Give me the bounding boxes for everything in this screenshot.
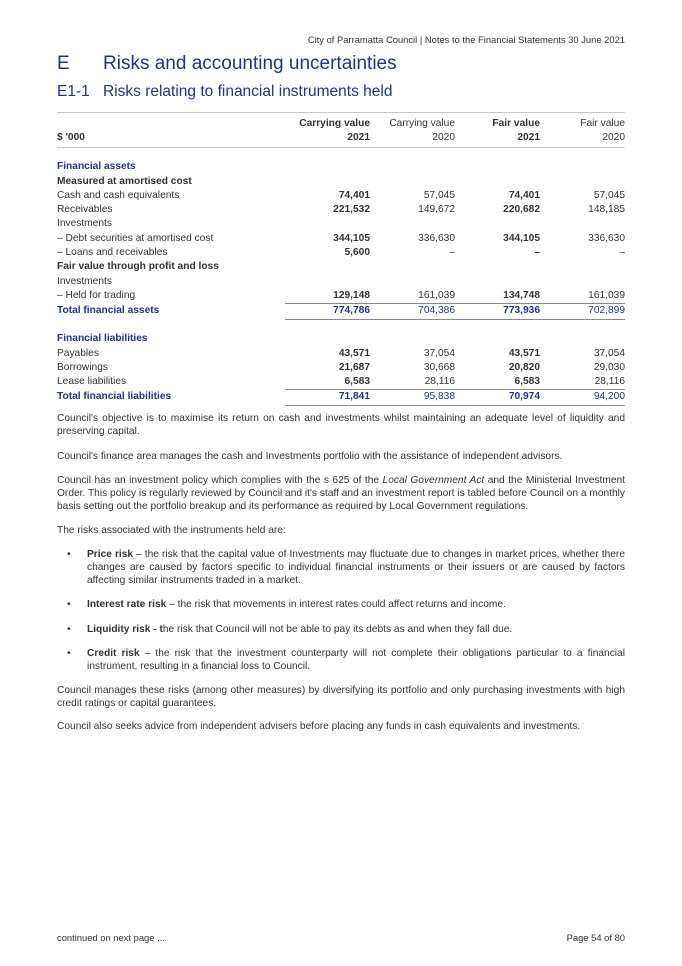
row-value: 5,600 xyxy=(344,247,370,259)
row-label: Payables xyxy=(57,347,99,359)
table-row xyxy=(57,361,625,375)
bullet-glyph: • xyxy=(67,648,71,659)
row-value: 6,583 xyxy=(514,376,540,388)
row-label: – Loans and receivables xyxy=(57,247,168,259)
row-label: Receivables xyxy=(57,204,113,216)
bullet-interest-rate-risk: • Interest rate risk – the risk that movements in interest rates could affect returns and income. xyxy=(67,599,506,610)
paragraph-finance-area: Council's finance area manages the cash and Investments portfolio with the assistance of independent advisors. xyxy=(57,451,563,462)
subsection-number: E1-1 xyxy=(57,83,90,100)
row-value: 37,054 xyxy=(593,347,625,359)
row-value: 161,039 xyxy=(418,289,455,301)
total-assets-value: 704,386 xyxy=(370,304,455,319)
paragraph-investment-policy: Council has an investment policy which complies with the s 625 of the Local Government Act and the Ministerial Investment Order. This policy is regularly reviewed by Council and it's staff and an investment report is tabled before Council on a monthly basis setting out the portfolio breakup and its performance as required by Local Government regulations. xyxy=(57,475,626,513)
row-value xyxy=(540,217,625,231)
row-value: 57,045 xyxy=(423,189,455,201)
paragraph-risk-management: Council manages these risks (among other measures) by diversifying its portfolio and only purchasing investments with high credit ratings or capital guarantees. xyxy=(57,685,625,710)
row-value: 149,672 xyxy=(418,204,455,216)
total-liabilities-value: 95,838 xyxy=(370,390,455,405)
row-label: – Debt securities at amortised cost xyxy=(57,232,214,244)
amortised-cost-heading: Measured at amortised cost xyxy=(57,175,192,187)
paragraph-independent-advice: Council also seeks advice from independent advisers before placing any funds in cash equivalents and investments. xyxy=(57,721,581,732)
row-value xyxy=(370,275,455,289)
table-row xyxy=(57,232,625,246)
row-value xyxy=(370,217,455,231)
row-value: 6,583 xyxy=(344,376,370,388)
bullet-glyph: • xyxy=(67,549,71,560)
row-value: 30,668 xyxy=(423,361,455,373)
bullet-glyph: • xyxy=(67,624,71,635)
row-value: 336,630 xyxy=(588,232,625,244)
row-value: 21,687 xyxy=(338,361,370,373)
row-value: 20,820 xyxy=(508,361,540,373)
table-row xyxy=(57,203,625,217)
row-value: 220,682 xyxy=(503,204,540,216)
row-value xyxy=(455,217,540,231)
col-header-carrying-2021-line1: Carrying value xyxy=(285,113,370,131)
financial-assets-heading: Financial assets xyxy=(57,160,136,172)
row-label: Cash and cash equivalents xyxy=(57,189,180,201)
row-value xyxy=(540,275,625,289)
table-row xyxy=(57,246,625,260)
liabilities-rows xyxy=(57,347,625,390)
col-header-carrying-2020-line1: Carrying value xyxy=(370,113,455,131)
table-row xyxy=(57,347,625,361)
row-value: 28,116 xyxy=(424,376,455,388)
row-label: Investments xyxy=(57,275,112,287)
row-value xyxy=(285,275,370,289)
row-label: Lease liabilities xyxy=(57,376,127,388)
bullet-liquidity-risk: • Liquidity risk - the risk that Council will not be able to pay its debts as and when they fall due. xyxy=(67,624,513,635)
row-value xyxy=(455,275,540,289)
row-value: 74,401 xyxy=(508,189,540,201)
row-value: 148,185 xyxy=(588,204,625,216)
paragraph-objective: Council's objective is to maximise its return on cash and investments whilst maintaining an adequate level of liquidity and preserving capital. xyxy=(57,413,625,438)
row-value: – xyxy=(619,247,625,259)
table-row xyxy=(57,275,625,289)
row-value: 221,532 xyxy=(333,204,370,216)
total-assets-value: 702,899 xyxy=(540,304,625,319)
row-value: 57,045 xyxy=(593,189,625,201)
row-value: 336,630 xyxy=(418,232,455,244)
total-assets-label: Total financial assets xyxy=(57,305,160,317)
row-value: 37,054 xyxy=(423,347,455,359)
total-liabilities-value: 94,200 xyxy=(540,390,625,405)
row-label: Borrowings xyxy=(57,361,108,373)
row-value: – xyxy=(534,247,540,259)
row-value: 129,148 xyxy=(333,289,370,301)
footer-continued: continued on next page ... xyxy=(57,932,165,943)
col-header-carrying-2020-line2: 2020 xyxy=(370,130,455,147)
financial-instruments-table xyxy=(57,112,625,406)
total-financial-assets-row xyxy=(57,304,625,319)
row-value xyxy=(285,217,370,231)
total-liabilities-value: 71,841 xyxy=(285,390,370,405)
section-letter: E xyxy=(57,53,70,74)
col-header-carrying-2021-line2: 2021 xyxy=(285,130,370,147)
row-value: 74,401 xyxy=(338,189,370,201)
footer-page-number: Page 54 of 80 xyxy=(566,932,625,943)
row-value: 134,748 xyxy=(503,289,540,301)
table-row xyxy=(57,375,625,390)
fvtpl-heading: Fair value through profit and loss xyxy=(57,261,219,273)
table-row xyxy=(57,217,625,231)
row-value: 28,116 xyxy=(594,376,625,388)
total-liabilities-value: 70,974 xyxy=(455,390,540,405)
col-header-fair-2020-line1: Fair value xyxy=(540,113,625,131)
col-header-fair-2020-line2: 2020 xyxy=(540,130,625,147)
total-assets-value: 774,786 xyxy=(285,304,370,319)
row-value: 29,030 xyxy=(593,361,625,373)
row-value: – xyxy=(449,247,455,259)
table-body xyxy=(57,147,625,189)
row-value: 161,039 xyxy=(588,289,625,301)
row-label: Investments xyxy=(57,218,112,230)
subsection-heading xyxy=(57,82,392,102)
table-row xyxy=(57,289,625,304)
row-value: 43,571 xyxy=(508,347,540,359)
unit-label: $ '000 xyxy=(57,130,285,147)
total-liabilities-label: Total financial liabilities xyxy=(57,391,172,403)
bullet-price-risk: • Price risk – the risk that the capital value of Investments may fluctuate due to changes in market prices, whether there changes are caused by factors specific to individual financial instruments or their issuers or are caused by factors affecting similar instruments traded in a market. xyxy=(67,549,625,587)
running-header: City of Parramatta Council | Notes to the Financial Statements 30 June 2021 xyxy=(307,34,625,45)
row-label: – Held for trading xyxy=(57,290,136,302)
bullet-credit-risk: • Credit risk – the risk that the investment counterparty will not complete their obligations particular to a financial instrument, resulting in a financial loss to Council. xyxy=(67,648,625,673)
total-assets-value: 773,936 xyxy=(455,304,540,319)
row-value: 344,105 xyxy=(333,232,370,244)
row-value: 43,571 xyxy=(338,347,370,359)
fvtpl-rows xyxy=(57,275,625,304)
act-name: Local Government Act xyxy=(382,475,485,486)
subsection-title: Risks relating to financial instruments held xyxy=(103,83,393,100)
section-title: Risks and accounting uncertainties xyxy=(103,53,397,74)
section-heading xyxy=(57,52,397,76)
paragraph-risks-intro: The risks associated with the instruments held are: xyxy=(57,525,286,536)
col-header-fair-2021-line1: Fair value xyxy=(455,113,540,131)
bullet-glyph: • xyxy=(67,599,71,610)
table-row xyxy=(57,189,625,203)
total-financial-liabilities-row xyxy=(57,390,625,405)
row-value: 344,105 xyxy=(503,232,540,244)
col-header-fair-2021-line2: 2021 xyxy=(455,130,540,147)
assets-rows xyxy=(57,189,625,260)
financial-liabilities-heading: Financial liabilities xyxy=(57,332,148,344)
